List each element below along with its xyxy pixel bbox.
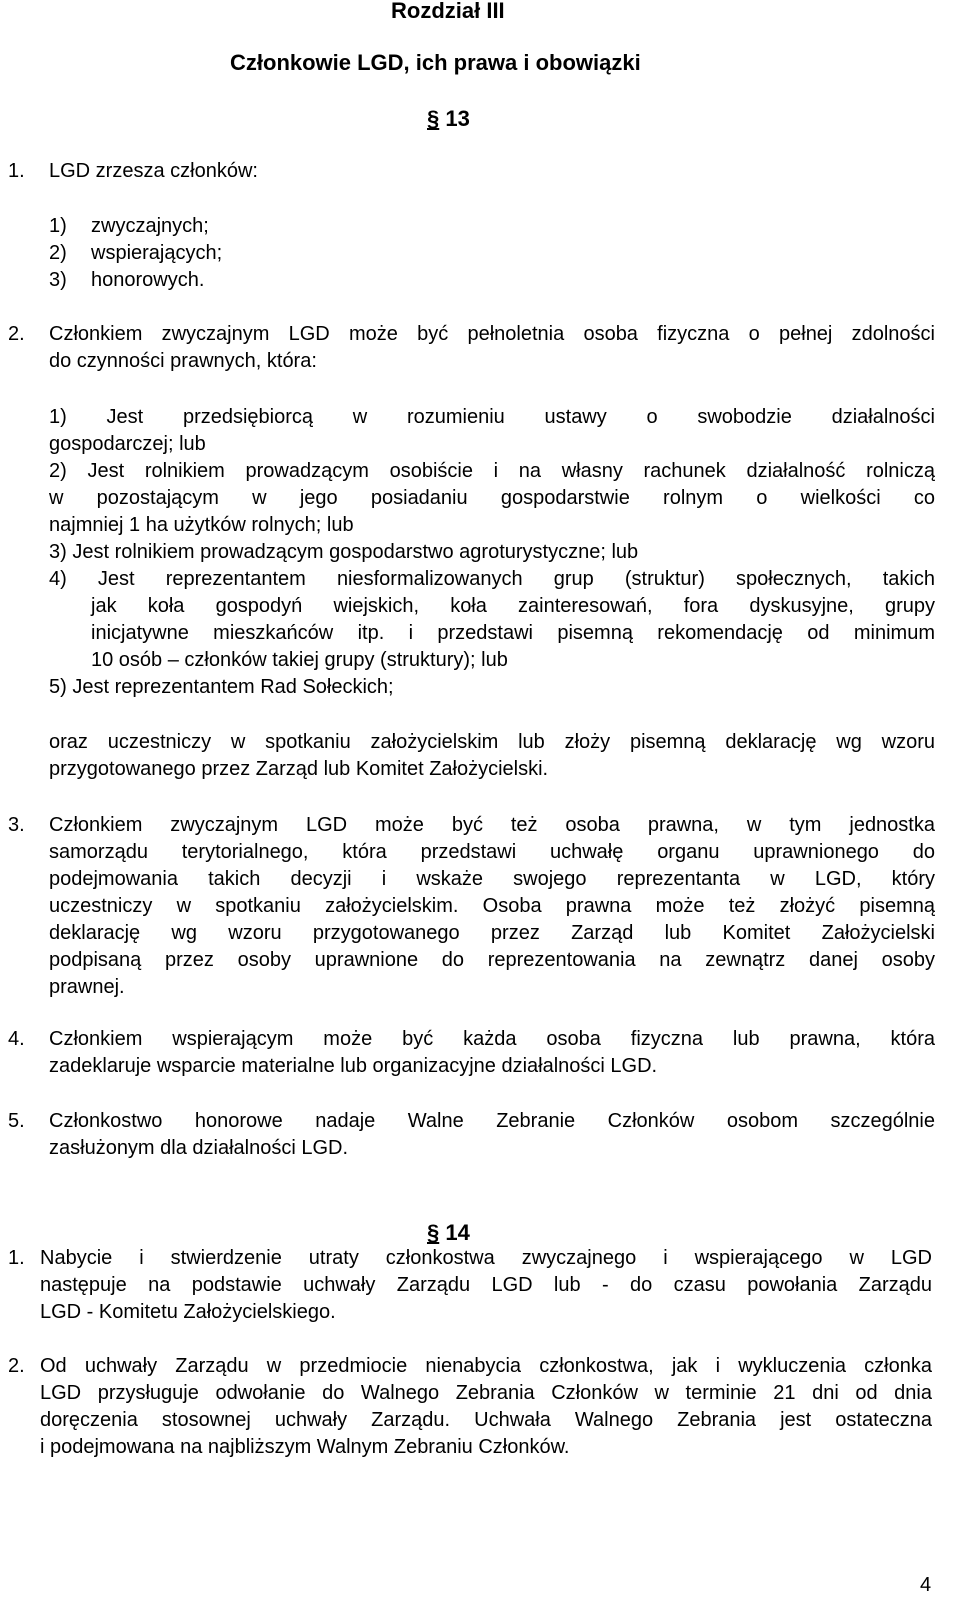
list-item — [49, 213, 209, 239]
list-item-number: 1) — [49, 215, 67, 237]
paragraph-14-heading — [427, 1220, 470, 1246]
list-item-number: 3) — [49, 269, 67, 291]
p13-4-text: Członkiem wspierającym może być każda osoba fizyczna lub prawna, która zadeklaruje wsparcie materialne lub organizacyjne działalności LGD. — [49, 1028, 935, 1077]
p13-1-text: LGD zrzesza członków: — [49, 160, 258, 182]
list-item — [49, 267, 204, 293]
condition-5: 5) Jest reprezentantem Rad Sołeckich; — [49, 676, 394, 698]
page-number: 4 — [920, 1574, 932, 1596]
p13-5-text: Członkostwo honorowe nadaje Walne Zebranie Członków osobom szczególnie zasłużonym dla działalności LGD. — [49, 1110, 935, 1159]
list-item-text: zwyczajnych; — [91, 215, 209, 237]
p13-2-number: 2. — [8, 323, 25, 345]
section-sign: § — [427, 1220, 440, 1245]
p13-1-number: 1. — [8, 160, 25, 182]
condition-1: 1) Jest przedsiębiorcą w rozumieniu ustawy o swobodzie działalności — [49, 406, 935, 428]
list-item-number: 2) — [49, 242, 67, 264]
p13-2-text: Członkiem zwyczajnym LGD może być pełnoletnia osoba fizyczna o pełnej zdolności do czynności prawnych, która: — [49, 323, 935, 372]
paragraph-number: 13 — [445, 106, 470, 131]
list-item-text: wspierających; — [91, 242, 223, 264]
paragraph-13-heading — [427, 106, 470, 132]
p14-2-text: Od uchwały Zarządu w przedmiocie nienabycia członkostwa, jak i wykluczenia członka LGD przysługuje odwołanie do Walnego Zebrania Członków w terminie 21 dni od dnia doręczenia stosownej uchwały Zarządu. Uchwała Walnego Zebrania jest ostateczna i podejmowana na najbliższym Walnym Zebraniu Członków. — [40, 1355, 932, 1458]
section-sign: § — [427, 106, 440, 131]
p13-5-number: 5. — [8, 1110, 25, 1132]
list-item — [49, 240, 222, 266]
chapter-title: Rozdział III — [391, 0, 505, 23]
p13-4-number: 4. — [8, 1028, 25, 1050]
list-item-text: honorowych. — [91, 269, 205, 291]
condition-3: 3) Jest rolnikiem prowadzącym gospodarstwo agroturystyczne; lub — [49, 541, 639, 563]
chapter-subtitle: Członkowie LGD, ich prawa i obowiązki — [230, 50, 641, 75]
p14-2-number: 2. — [8, 1355, 25, 1377]
p14-1-number: 1. — [8, 1247, 25, 1269]
p13-3-text: Członkiem zwyczajnym LGD może być też osoba prawna, w tym jednostka samorządu terytorialnego, która przedstawi uchwałę organu uprawnionego do podejmowania takich decyzji i wskaże swojego reprezentanta w LGD, który uczestniczy w spotkaniu założycielskim. Osoba prawna może też złożyć pisemną deklarację wg wzoru przygotowanego przez Zarząd lub Komitet Założycielski podpisaną przez osoby uprawnione do reprezentowania na zewnątrz danej osoby prawnej. — [49, 814, 935, 998]
condition-2: 2) Jest rolnikiem prowadzącym osobiście i na własny rachunek działalność rolniczą — [49, 460, 935, 482]
condition-4: 4) Jest reprezentantem niesformalizowanych grup (struktur) społecznych, takich — [49, 568, 935, 590]
p13-3-number: 3. — [8, 814, 25, 836]
paragraph-number: 14 — [445, 1220, 470, 1245]
p13-2-conditions: 1) Jest przedsiębiorcą w rozumieniu ustawy o swobodzie działalności gospodarczej; lub 2) Jest rolnikiem prowadzącym osobiście i na własny rachunek działalność rolniczą w pozostającym w jego posiadaniu gospodarstwie rolnym o wielkości co najmniej 1 ha użytków rolnych; lub 3) Jest rolnikiem prowadzącym gospodarstwo agroturystyczne; lub 4) Jest reprezentantem niesformalizowanych grup (struktur) społecznych, takich jak koła gospodyń wiejskich, koła zainteresowań, fora dyskusyjne, grupy inicjatywne mieszkańców itp. i przedstawi pisemną rekomendację od minimum 10 osób – członków takiej grupy (struktury); lub 5) Jest reprezentantem Rad Sołeckich; — [49, 404, 935, 701]
p13-2-closing: oraz uczestniczy w spotkaniu założycielskim lub złoży pisemną deklarację wg wzoru przygotowanego przez Zarząd lub Komitet Założycielski. — [49, 731, 935, 780]
p14-1-text: Nabycie i stwierdzenie utraty członkostwa zwyczajnego i wspierającego w LGD następuje na podstawie uchwały Zarządu LGD lub - do czasu powołania Zarządu LGD - Komitetu Założycielskiego. — [40, 1247, 932, 1323]
